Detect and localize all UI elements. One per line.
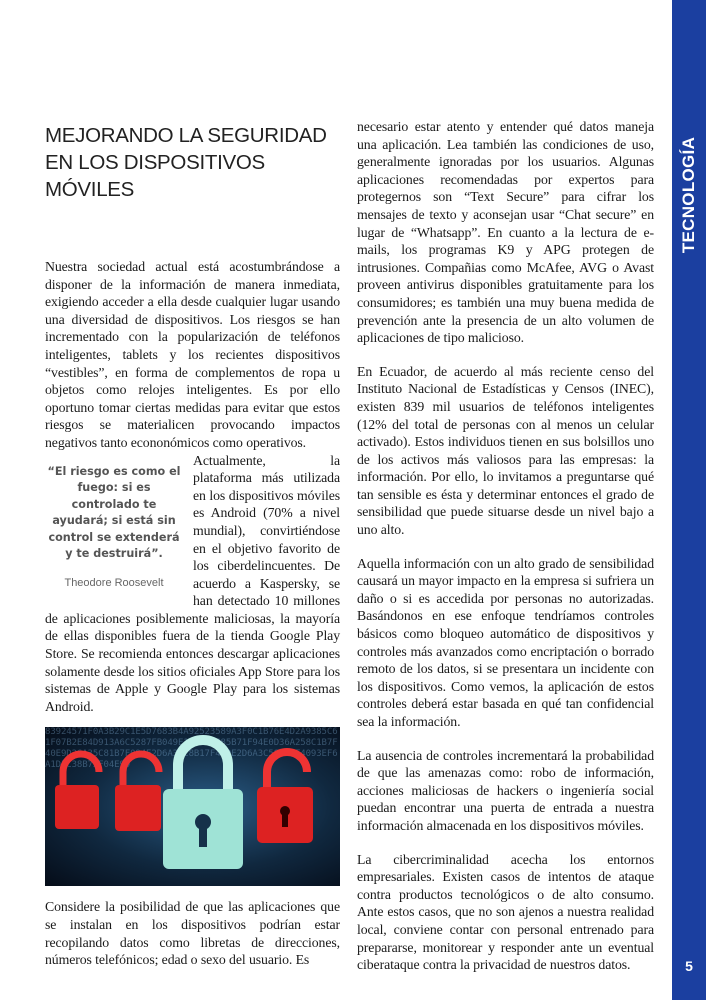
paragraph: necesario estar atento y entender qué datos maneja una aplicación. Lea también las condiciones de uso, generalmente ignoradas por los usuarios. Algunas aplicaciones recomendadas por expertos para protegernos son “Text Secure” para cifrar los mensajes de texto y aconsejan usar “Chat secure” en lugar de “Whatsapp”. En cuanto a la lectura de e-mails, los programas K9 y APG protegen de intrusiones. Compañias como McAfee, AVG o Avast proveen antivirus disponibles gratuitamente para los consumidores; es también una muy buena medida de prevención ante la presencia de un alto volumen de aplicaciones de tipo malicioso.: [357, 119, 654, 346]
quote-author: Theodore Roosevelt: [64, 576, 164, 589]
paragraph-intro: Nuestra sociedad actual está acostumbrándose a disponer de la información de manera inmediata, exigiendo acceder a ella desde cualquier lugar usando una diversidad de dispositivos. Los riesgos se han incrementado con la popularización de teléfonos inteligentes, tablets y los recientes dispositivos “vestibles”, en forma de complementos de ropa u objetos como relojes inteligentes. Es por ello oportuno tomar ciertas medidas para evitar que estos riesgos se materialicen provocando impactos negativos tanto econonómicos como operativos.: [45, 259, 340, 450]
page-number: 5: [685, 958, 693, 974]
section-label-text: TECNOLOGÍA: [679, 136, 698, 254]
paragraph: La cibercriminalidad acecha los entornos empresariales. Existen casos de intentos de ataque contra productos tecnológicos o de alto consumo. Ante estos casos, que no son ajenos a nuestra realidad local, conviene contar con personal entrenado para prepararse, monitorear y responder ante un eventual ciberataque contra la privacidad de nuestros datos.: [357, 851, 654, 973]
paragraph-android: Actualmente, la plataforma más utilizada en los dispositivos móviles es Android (70% a nivel mundial), convirtiéndose en el objetivo favorito de los ciberdelincuentes. De acuerdo a Kaspersky, se han: [193, 452, 340, 609]
quote-text: “El riesgo es como el fuego: si es controlado te ayudará; si está sin control se extenderá y te destruirá”.: [47, 464, 181, 561]
article-title: MEJORANDO LA SEGURIDAD EN LOS DISPOSITIVOS MÓVILES: [45, 124, 327, 201]
paragraph: En Ecuador, de acuerdo al más reciente censo del Instituto Nacional de Estadísticas y Censos (INEC), existen 839 mil usuarios de teléfonos inteligentes (12% del total de personas con al menos un celular activado). Estos individuos tienen en sus bolsillos uno de los activos más valiosos para las empresas: la información. Por ello, lo invitamos a preguntarse qué tan sensible es ésta y determinar entonces el grado de sensibilidad que puede situarse desde un nivel bajo a uno alto.: [357, 363, 654, 538]
red-lock-icon: [55, 754, 99, 829]
section-label: [672, 120, 706, 270]
paragraph-android-cont: detectado 10 millones de aplicaciones posiblemente maliciosas, la mayoría de ellas disponibles fuera de la tienda Google Play Store. Se recomienda entonces descargar aplicaciones solamente desde los sitios oficiales App Store para los sistemas de Apple y Google Play para los sistemas Android.: [45, 593, 340, 714]
paragraph: Aquella información con un alto grado de sensibilidad causará un mayor impacto en la empresa si sufriera un daño o si es accedida por personas no autorizadas. Basándonos en ese enfoque tendríamos controles básicos como bloqueo automático de dispositivos y controles más avanzados como encriptación o borrado remoto de los datos, si se presentara un incidente con los dispositivos. Como vemos, la aplicación de estos controles deberá estar basada en qué tan confidencial sea la información.: [357, 555, 654, 729]
padlocks-image: [45, 727, 340, 886]
paragraph-apps: Considere la posibilidad de que las aplicaciones que se instalan en los dispositivos podrían estar recopilando datos como libretas de direcciones, números telefónicos; edad o sexo del usuario. Es: [45, 899, 340, 968]
right-column: [357, 118, 654, 990]
red-lock-icon: [257, 752, 313, 843]
left-column: [45, 258, 340, 985]
paragraph: La ausencia de controles incrementará la probabilidad de que las amenazas como: robo de información, acciones maliciosas de hackers o ingeniería social puedan encontrar una puerta de entrada a nuestra información almacenada en los dispositivos móviles.: [357, 747, 654, 833]
binary-background: 83924571F0A3B29C1E5D7683B4A92523589A3F0C1B76E4D2A9385C61F07B2E84D913A6C5287FB049E16D3A2C85B71F94E0D36A258C1B7F40E9D26A35C81B7F094E2D6A35C8B17F409E2D6A3C58B71F4093EF6A1D5C38B72F04E9D: [45, 727, 338, 771]
green-lock-icon: [163, 740, 243, 869]
pull-quote: [45, 464, 183, 592]
red-lock-icon: [115, 754, 161, 831]
